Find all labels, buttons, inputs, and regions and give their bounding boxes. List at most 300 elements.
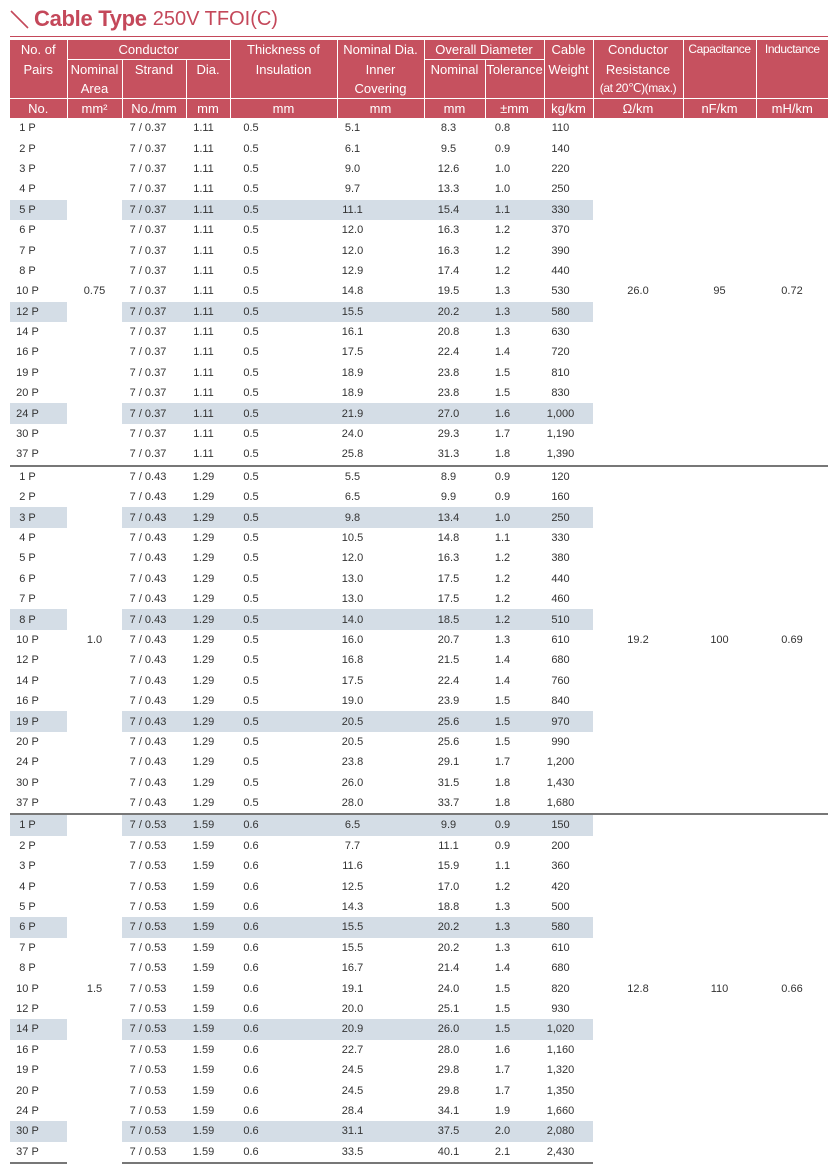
inner-covering-cell: 24.5 <box>341 1064 364 1077</box>
insulation-cell: 0.5 <box>230 302 337 322</box>
od-nominal-cell: 17.5 <box>437 593 460 606</box>
od-tolerance-cell: 1.0 <box>494 183 511 196</box>
strand-cell: 7 / 0.53 <box>129 880 167 893</box>
inner-covering-cell: 15.5 <box>341 941 364 954</box>
insulation-cell: 0.5 <box>243 633 259 646</box>
inner-covering-cell: 28.4 <box>341 1104 364 1117</box>
od-tolerance-cell: 1.3 <box>494 285 511 298</box>
strand-cell: 7 / 0.43 <box>129 572 167 585</box>
header-inner-covering-2: Inner <box>337 60 424 80</box>
weight-cell: 330 <box>551 532 570 544</box>
weight-cell: 610 <box>551 941 570 954</box>
insulation-cell: 0.5 <box>243 142 259 155</box>
od-nominal-cell: 20.2 <box>437 941 460 954</box>
weight-cell: 1,020 <box>544 1019 593 1039</box>
strand-cell: 7 / 0.43 <box>129 532 167 544</box>
od-tolerance-cell: 1.1 <box>485 200 544 220</box>
inductance-cell: 0.69 <box>756 466 828 815</box>
strand-cell: 7 / 0.53 <box>129 1084 167 1097</box>
od-tolerance-cell: 1.2 <box>494 244 511 257</box>
od-tolerance-cell: 1.5 <box>494 982 511 995</box>
dia-cell: 1.29 <box>192 654 215 667</box>
strand-cell: 7 / 0.53 <box>129 982 167 995</box>
pairs-cell: 37 P <box>10 1142 67 1163</box>
strand-cell: 7 / 0.43 <box>129 674 167 687</box>
pairs-cell: 6 P <box>10 917 67 937</box>
pairs-cell: 4 P <box>19 880 36 893</box>
strand-cell: 7 / 0.53 <box>129 1043 167 1056</box>
inner-covering-cell: 16.7 <box>341 962 364 975</box>
dia-cell: 1.11 <box>193 224 214 237</box>
od-nominal-cell: 20.2 <box>424 917 485 937</box>
slash-mark-icon <box>8 8 30 30</box>
strand-cell: 7 / 0.53 <box>122 1019 186 1039</box>
od-nominal-cell: 16.3 <box>437 552 460 565</box>
weight-cell: 1,160 <box>546 1043 575 1056</box>
insulation-cell: 0.5 <box>243 593 259 606</box>
weight-cell: 440 <box>551 264 570 277</box>
inner-covering-cell: 12.0 <box>341 244 364 257</box>
insulation-cell: 0.5 <box>243 326 259 339</box>
strand-cell: 7 / 0.37 <box>129 448 167 461</box>
weight-cell: 810 <box>551 366 570 379</box>
od-nominal-cell: 9.9 <box>424 814 485 835</box>
resistance-cell: 19.2 <box>593 466 683 815</box>
od-nominal-cell: 19.5 <box>437 285 460 298</box>
insulation-cell: 0.5 <box>243 244 259 257</box>
pairs-cell: 10 P <box>16 285 39 298</box>
weight-cell: 1,680 <box>546 797 575 810</box>
inner-covering-cell: 9.7 <box>344 183 361 196</box>
od-tolerance-cell: 1.0 <box>485 507 544 527</box>
inner-covering-cell: 24.0 <box>341 428 364 441</box>
pairs-cell: 20 P <box>16 735 39 748</box>
od-tolerance-cell: 1.3 <box>494 633 511 646</box>
header-pairs: No. of <box>10 40 67 60</box>
inner-covering-cell: 12.0 <box>341 224 364 237</box>
pairs-cell: 24 P <box>16 1104 39 1117</box>
header-blank-insulation <box>230 79 337 99</box>
od-nominal-cell: 20.8 <box>437 326 460 339</box>
pairs-cell: 20 P <box>16 1084 39 1097</box>
od-nominal-cell: 17.4 <box>437 264 460 277</box>
dia-cell: 1.59 <box>192 1104 215 1117</box>
od-tolerance-cell: 1.7 <box>494 1064 511 1077</box>
weight-cell: 1,390 <box>546 448 575 461</box>
insulation-cell: 0.6 <box>243 880 259 893</box>
od-nominal-cell: 11.1 <box>438 839 459 852</box>
insulation-cell: 0.5 <box>243 224 259 237</box>
od-nominal-cell: 16.3 <box>437 244 460 257</box>
insulation-cell: 0.5 <box>230 507 337 527</box>
weight-cell: 160 <box>551 491 570 504</box>
od-tolerance-cell: 1.1 <box>494 532 511 544</box>
pairs-cell: 14 P <box>16 326 39 339</box>
insulation-cell: 0.6 <box>243 901 259 914</box>
dia-cell: 1.11 <box>193 183 214 196</box>
capacitance-cell: 110 <box>683 814 756 1163</box>
inner-covering-cell: 11.1 <box>337 200 424 220</box>
od-nominal-cell: 24.0 <box>437 982 460 995</box>
od-nominal-cell: 25.6 <box>424 711 485 731</box>
weight-cell: 140 <box>551 142 570 155</box>
insulation-cell: 0.6 <box>243 1002 259 1015</box>
od-nominal-cell: 8.3 <box>440 122 457 135</box>
inner-covering-cell: 12.9 <box>341 264 364 277</box>
od-nominal-cell: 21.5 <box>437 654 460 667</box>
dia-cell: 1.59 <box>192 1064 215 1077</box>
weight-cell: 610 <box>551 633 570 646</box>
strand-cell: 7 / 0.43 <box>129 756 167 769</box>
dia-cell: 1.59 <box>192 901 215 914</box>
pairs-cell: 4 P <box>19 183 36 196</box>
inner-covering-cell: 28.0 <box>341 797 364 810</box>
inner-covering-cell: 19.1 <box>341 982 364 995</box>
weight-cell: 580 <box>544 302 593 322</box>
unit-resistance: Ω/km <box>593 99 683 119</box>
od-tolerance-cell: 1.2 <box>494 572 511 585</box>
header-cable-weight: Cable <box>544 40 593 60</box>
unit-inner: mm <box>337 99 424 119</box>
insulation-cell: 0.6 <box>243 962 259 975</box>
nominal-area-cell: 1.5 <box>67 814 122 1163</box>
strand-cell: 7 / 0.43 <box>129 735 167 748</box>
insulation-cell: 0.6 <box>243 1064 259 1077</box>
od-tolerance-cell: 1.2 <box>485 609 544 629</box>
dia-cell: 1.11 <box>193 142 214 155</box>
header-capacitance: Capacitance <box>683 40 756 99</box>
table-header <box>10 40 828 118</box>
od-nominal-cell: 15.9 <box>437 860 460 873</box>
inner-covering-cell: 16.8 <box>341 654 364 667</box>
pairs-cell: 16 P <box>16 1043 39 1056</box>
strand-cell: 7 / 0.43 <box>122 609 186 629</box>
dia-cell: 1.11 <box>193 285 214 298</box>
pairs-cell: 14 P <box>10 1019 67 1039</box>
strand-cell: 7 / 0.53 <box>129 839 167 852</box>
dia-cell: 1.59 <box>186 1121 230 1141</box>
resistance-cell: 12.8 <box>593 814 683 1163</box>
inner-covering-cell: 24.5 <box>341 1084 364 1097</box>
strand-cell: 7 / 0.37 <box>129 387 167 400</box>
unit-capacitance: nF/km <box>683 99 756 119</box>
dia-cell: 1.59 <box>192 941 215 954</box>
weight-cell: 1,430 <box>546 776 575 789</box>
dia-cell: 1.29 <box>186 711 230 731</box>
od-nominal-cell: 22.4 <box>437 674 460 687</box>
od-tolerance-cell: 1.7 <box>494 428 511 441</box>
dia-cell: 1.59 <box>186 814 230 835</box>
dia-cell: 1.29 <box>192 532 215 544</box>
strand-cell: 7 / 0.43 <box>122 466 186 487</box>
dia-cell: 1.59 <box>192 962 215 975</box>
insulation-cell: 0.5 <box>243 695 259 708</box>
pairs-cell: 6 P <box>19 224 36 237</box>
strand-cell: 7 / 0.37 <box>122 403 186 423</box>
weight-cell: 1,190 <box>546 428 575 441</box>
od-nominal-cell: 31.3 <box>437 448 460 461</box>
weight-cell: 330 <box>544 200 593 220</box>
od-tolerance-cell: 1.2 <box>494 224 511 237</box>
inner-covering-cell: 31.1 <box>337 1121 424 1141</box>
od-tolerance-cell: 1.8 <box>494 776 511 789</box>
unit-weight: kg/km <box>544 99 593 119</box>
od-tolerance-cell: 1.0 <box>494 162 511 175</box>
dia-cell: 1.59 <box>192 860 215 873</box>
pairs-cell: 30 P <box>16 428 39 441</box>
header-insulation-2: Insulation <box>230 60 337 80</box>
insulation-cell: 0.5 <box>243 346 259 359</box>
header-strand: Strand <box>122 60 186 80</box>
od-tolerance-cell: 0.9 <box>494 142 511 155</box>
pairs-cell: 4 P <box>19 532 36 544</box>
insulation-cell: 0.6 <box>243 839 259 852</box>
od-nominal-cell: 17.5 <box>437 572 460 585</box>
strand-cell: 7 / 0.37 <box>129 428 167 441</box>
strand-cell: 7 / 0.37 <box>129 285 167 298</box>
od-tolerance-cell: 1.4 <box>494 674 511 687</box>
strand-cell: 7 / 0.43 <box>129 552 167 565</box>
insulation-cell: 0.6 <box>243 860 259 873</box>
dia-cell: 1.59 <box>186 917 230 937</box>
dia-cell: 1.29 <box>192 756 215 769</box>
weight-cell: 1,350 <box>546 1084 575 1097</box>
insulation-cell: 0.5 <box>243 797 259 810</box>
nominal-area-cell: 0.75 <box>83 285 106 298</box>
weight-cell: 250 <box>551 183 570 196</box>
strand-cell: 7 / 0.53 <box>122 1121 186 1141</box>
strand-cell: 7 / 0.37 <box>129 264 167 277</box>
inner-covering-cell: 14.0 <box>337 609 424 629</box>
od-nominal-cell: 15.4 <box>424 200 485 220</box>
od-nominal-cell: 23.8 <box>437 366 460 379</box>
dia-cell: 1.11 <box>193 346 214 359</box>
unit-area: mm² <box>67 99 122 119</box>
pairs-cell: 3 P <box>10 507 67 527</box>
strand-cell: 7 / 0.37 <box>122 200 186 220</box>
weight-cell: 370 <box>551 224 570 237</box>
weight-cell: 250 <box>544 507 593 527</box>
pairs-cell: 19 P <box>16 1064 39 1077</box>
weight-cell: 990 <box>551 735 570 748</box>
inner-covering-cell: 20.5 <box>341 735 364 748</box>
insulation-cell: 0.6 <box>243 1084 259 1097</box>
weight-cell: 220 <box>551 162 570 175</box>
resistance-cell: 26.0 <box>627 285 649 298</box>
pairs-cell: 5 P <box>19 901 36 914</box>
dia-cell: 1.59 <box>186 1019 230 1039</box>
od-tolerance-cell: 0.9 <box>494 491 511 504</box>
pairs-cell: 2 P <box>19 142 36 155</box>
inner-covering-cell: 5.5 <box>337 466 424 487</box>
inner-covering-cell: 11.6 <box>342 860 363 873</box>
insulation-cell: 0.6 <box>230 1142 337 1163</box>
od-tolerance-cell: 1.7 <box>494 1084 511 1097</box>
weight-cell: 1,660 <box>546 1104 575 1117</box>
dia-cell: 1.59 <box>192 1084 215 1097</box>
od-tolerance-cell: 1.3 <box>494 326 511 339</box>
od-nominal-cell: 18.8 <box>437 901 460 914</box>
inner-covering-cell: 12.5 <box>341 880 364 893</box>
od-tolerance-cell: 1.2 <box>494 552 511 565</box>
weight-cell: 630 <box>551 326 570 339</box>
pairs-cell: 20 P <box>16 387 39 400</box>
od-nominal-cell: 25.6 <box>437 735 460 748</box>
pairs-cell: 24 P <box>16 756 39 769</box>
od-nominal-cell: 40.1 <box>424 1142 485 1163</box>
od-tolerance-cell: 1.9 <box>494 1104 511 1117</box>
inner-covering-cell: 20.9 <box>337 1019 424 1039</box>
dia-cell: 1.11 <box>193 387 214 400</box>
od-nominal-cell: 20.7 <box>437 633 460 646</box>
title-underline <box>10 36 828 37</box>
weight-cell: 1,320 <box>546 1064 575 1077</box>
od-nominal-cell: 27.0 <box>424 403 485 423</box>
strand-cell: 7 / 0.37 <box>129 162 167 175</box>
strand-cell: 7 / 0.53 <box>129 962 167 975</box>
od-tolerance-cell: 0.8 <box>494 122 511 135</box>
weight-cell: 680 <box>551 962 570 975</box>
pairs-cell: 3 P <box>19 860 36 873</box>
pairs-cell: 7 P <box>19 941 36 954</box>
od-nominal-cell: 22.4 <box>437 346 460 359</box>
weight-cell: 150 <box>544 814 593 835</box>
pairs-cell: 1 P <box>10 814 67 835</box>
strand-cell: 7 / 0.43 <box>129 797 167 810</box>
insulation-cell: 0.5 <box>243 366 259 379</box>
od-tolerance-cell: 1.5 <box>485 1019 544 1039</box>
insulation-cell: 0.6 <box>243 982 259 995</box>
pairs-cell: 19 P <box>16 366 39 379</box>
strand-cell: 7 / 0.43 <box>129 593 167 606</box>
inner-covering-cell: 7.7 <box>344 839 361 852</box>
inner-covering-cell: 17.5 <box>341 346 364 359</box>
inner-covering-cell: 15.5 <box>337 302 424 322</box>
od-tolerance-cell: 1.3 <box>494 901 511 914</box>
insulation-cell: 0.5 <box>230 609 337 629</box>
unit-od-tolerance: ±mm <box>485 99 544 119</box>
table-body <box>10 118 828 1163</box>
dia-cell: 1.29 <box>192 776 215 789</box>
od-nominal-cell: 17.0 <box>437 880 460 893</box>
inner-covering-cell: 13.0 <box>341 572 364 585</box>
header-blank-od-nominal <box>424 79 485 99</box>
header-blank-dia <box>186 79 230 99</box>
table-row <box>10 466 828 487</box>
header-inductance: Inductance <box>756 40 828 99</box>
insulation-cell: 0.5 <box>230 200 337 220</box>
header-resistance-3: (at 20℃)(max.) <box>593 79 683 99</box>
inductance-cell: 0.66 <box>756 814 828 1163</box>
dia-cell: 1.11 <box>186 403 230 423</box>
insulation-cell: 0.6 <box>243 1104 259 1117</box>
dia-cell: 1.29 <box>192 572 215 585</box>
dia-cell: 1.59 <box>192 1002 215 1015</box>
od-tolerance-cell: 1.5 <box>485 711 544 731</box>
unit-inductance: mH/km <box>756 99 828 119</box>
dia-cell: 1.29 <box>192 695 215 708</box>
insulation-cell: 0.5 <box>230 466 337 487</box>
pairs-cell: 1 P <box>19 122 36 135</box>
pairs-cell: 12 P <box>16 1002 39 1015</box>
inner-covering-cell: 19.0 <box>341 695 364 708</box>
weight-cell: 1,000 <box>544 403 593 423</box>
insulation-cell: 0.5 <box>243 654 259 667</box>
od-nominal-cell: 20.2 <box>424 302 485 322</box>
strand-cell: 7 / 0.37 <box>129 142 167 155</box>
strand-cell: 7 / 0.37 <box>129 366 167 379</box>
pairs-cell: 1 P <box>10 466 67 487</box>
od-nominal-cell: 23.8 <box>437 387 460 400</box>
od-nominal-cell: 9.5 <box>440 142 457 155</box>
inductance-cell: 0.72 <box>781 285 803 298</box>
pairs-cell: 8 P <box>19 962 36 975</box>
dia-cell: 1.29 <box>192 633 215 646</box>
od-tolerance-cell: 1.3 <box>485 917 544 937</box>
pairs-cell: 7 P <box>19 244 36 257</box>
strand-cell: 7 / 0.43 <box>129 633 167 646</box>
weight-cell: 530 <box>551 285 570 298</box>
dia-cell: 1.29 <box>192 735 215 748</box>
od-nominal-cell: 33.7 <box>437 797 460 810</box>
od-nominal-cell: 21.4 <box>437 962 460 975</box>
insulation-cell: 0.5 <box>243 387 259 400</box>
header-resistance-2: Resistance <box>593 60 683 80</box>
insulation-cell: 0.5 <box>243 264 259 277</box>
strand-cell: 7 / 0.43 <box>129 654 167 667</box>
dia-cell: 1.29 <box>192 491 215 504</box>
od-tolerance-cell: 1.5 <box>494 695 511 708</box>
od-nominal-cell: 26.0 <box>424 1019 485 1039</box>
unit-od-nominal: mm <box>424 99 485 119</box>
od-tolerance-cell: 1.7 <box>494 756 511 769</box>
insulation-cell: 0.5 <box>243 448 259 461</box>
od-tolerance-cell: 1.2 <box>494 880 511 893</box>
weight-cell: 820 <box>551 982 570 995</box>
insulation-cell: 0.5 <box>243 428 259 441</box>
insulation-cell: 0.5 <box>243 552 259 565</box>
dia-cell: 1.29 <box>192 674 215 687</box>
weight-cell: 360 <box>551 860 570 873</box>
header-blank-od-tolerance <box>485 79 544 99</box>
table-row <box>10 118 828 138</box>
pairs-cell: 8 P <box>10 609 67 629</box>
pairs-cell: 6 P <box>19 572 36 585</box>
header-blank-strand <box>122 79 186 99</box>
od-tolerance-cell: 1.3 <box>485 302 544 322</box>
insulation-cell: 0.5 <box>243 735 259 748</box>
unit-insulation: mm <box>230 99 337 119</box>
unit-strand: No./mm <box>122 99 186 119</box>
inner-covering-cell: 21.9 <box>337 403 424 423</box>
od-nominal-cell: 37.5 <box>424 1121 485 1141</box>
dia-cell: 1.59 <box>186 1142 230 1163</box>
od-tolerance-cell: 1.4 <box>494 654 511 667</box>
od-tolerance-cell: 1.5 <box>494 387 511 400</box>
od-tolerance-cell: 2.0 <box>485 1121 544 1141</box>
weight-cell: 420 <box>551 880 570 893</box>
insulation-cell: 0.6 <box>230 1121 337 1141</box>
strand-cell: 7 / 0.53 <box>129 1104 167 1117</box>
header-pairs-2: Pairs <box>10 60 67 80</box>
inner-covering-cell: 25.8 <box>341 448 364 461</box>
dia-cell: 1.11 <box>193 122 214 135</box>
inner-covering-cell: 17.5 <box>341 674 364 687</box>
insulation-cell: 0.5 <box>243 183 259 196</box>
od-tolerance-cell: 1.8 <box>494 797 511 810</box>
strand-cell: 7 / 0.43 <box>122 711 186 731</box>
od-tolerance-cell: 1.5 <box>494 366 511 379</box>
